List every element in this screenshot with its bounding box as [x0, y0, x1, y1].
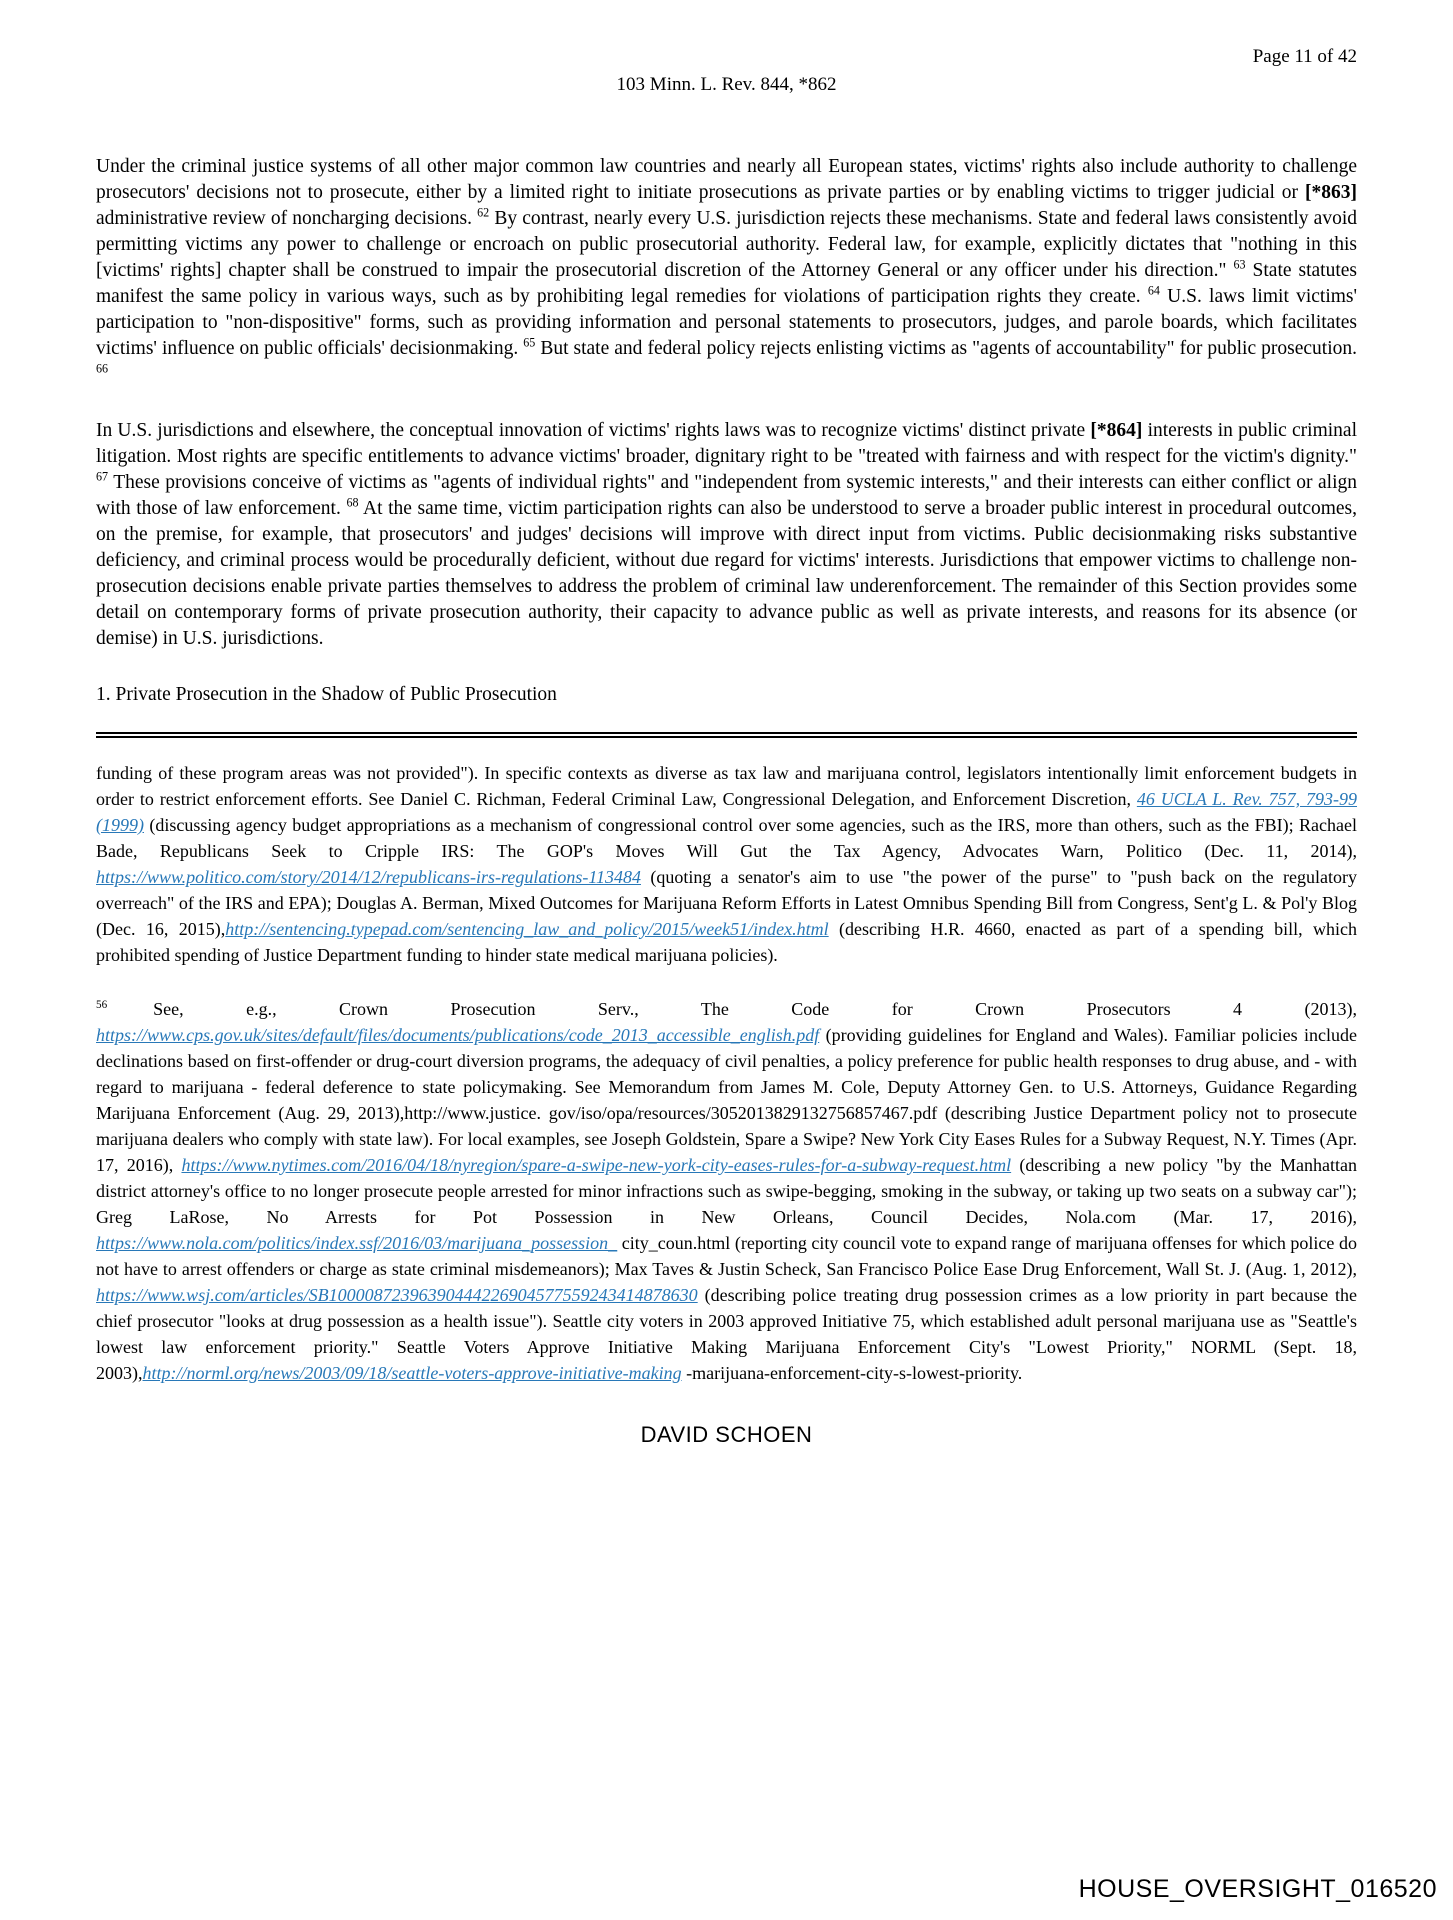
citation-link[interactable]: https://www.politico.com/story/2014/12/republicans-irs-regulations-113484 — [96, 867, 641, 887]
citation-link[interactable]: https://www.cps.gov.uk/sites/default/files/documents/publications/code_2013_accessible_english.pdf — [96, 1025, 820, 1045]
producing-party-name: DAVID SCHOEN — [640, 1422, 813, 1447]
text-run: (describing police treating drug possession crimes as a low priority in part because the chief prosecutor "looks at drug possession as a health issue"). Seattle city voters in 2003 approved Initiative 75, which established adult personal marijuana use as "Seattle's lowest law enforcement priority." Seattle Voters Approve Initiative Making Marijuana Enforcement City's "Lowest Priority," NORML (Sept. 18, 2003), — [96, 1285, 1357, 1383]
text-run: administrative review of noncharging decisions. — [96, 208, 478, 229]
body-paragraph-2 — [96, 418, 1357, 652]
text-run: Under the criminal justice systems of all other major common law countries and nearly all European states, victims' rights also include authority to challenge prosecutors' decisions not to prosecute, either by a limited right to initiate prosecutions as private parties or by enabling victims to trigger judicial or — [96, 156, 1357, 203]
footnote-56 — [96, 996, 1357, 1386]
body-paragraph-1 — [96, 154, 1357, 388]
citation-link[interactable]: http://sentencing.typepad.com/sentencing_law_and_policy/2015/week51/index.html — [225, 919, 829, 939]
citation-link[interactable]: https://www.nola.com/politics/index.ssf/2016/03/marijuana_possession_ — [96, 1233, 618, 1253]
citation-header: 103 Minn. L. Rev. 844, *862 — [616, 74, 837, 95]
section-heading: 1. Private Prosecution in the Shadow of Public Prosecution — [96, 684, 557, 705]
footnote-reference: 63 — [1233, 257, 1246, 272]
footnote-reference: 62 — [477, 205, 490, 220]
citation-link[interactable]: 46 UCLA L. Rev. 757, 793-99 (1999) — [96, 789, 1358, 835]
text-run: (quoting a senator's aim to use "the power of the purse" to "push back on the regulatory overreach" of the IRS and EPA); Douglas A. Berman, Mixed Outcomes for Marijuana Reform Efforts in Latest Omnibus Spending Bill from Congress, Sent'g L. & Pol'y Blog (Dec. 16, 2015), — [96, 867, 1357, 939]
text-run: (discussing agency budget appropriations as a mechanism of congressional control over some agencies, such as the IRS, more than others, such as the FBI); Rachael Bade, Republicans Seek to Cripple IRS: The GOP's Moves Will Gut the Tax Agency, Advocates Warn, Politico (Dec. 11, 2014), — [96, 815, 1357, 861]
footnote-number: 56 — [96, 999, 108, 1011]
text-run: (describing a new policy "by the Manhattan district attorney's office to no longer prosecute people arrested for minor infractions such as swipe-begging, smoking in the subway, or taking up two seats on a subway car"); Greg LaRose, No Arrests for Pot Possession in New Orleans, Council Decides, Nola.com (Mar. 17, 2016), — [96, 1155, 1357, 1227]
footnote-continuation — [96, 760, 1357, 968]
text-run: -marijuana-enforcement-city-s-lowest-priority. — [681, 1363, 1023, 1383]
footnote-reference: 67 — [96, 469, 109, 484]
footnote-reference: 66 — [96, 361, 109, 376]
text-run: These provisions conceive of victims as "agents of individual rights" and "independent from systemic interests," and their interests can either conflict or align with those of law enforcement. — [96, 472, 1357, 519]
citation-link[interactable]: https://www.nytimes.com/2016/04/18/nyregion/spare-a-swipe-new-york-city-eases-rules-for-a-subway-request.html — [181, 1155, 1012, 1175]
page-star-marker: [*863] — [1305, 182, 1357, 203]
footnote-reference: 65 — [523, 335, 536, 350]
text-run: See, e.g., Crown Prosecution Serv., The Code for Crown Prosecutors 4 (2013), — [153, 999, 1357, 1019]
text-run: In U.S. jurisdictions and elsewhere, the conceptual innovation of victims' rights laws was to recognize victims' distinct private — [96, 420, 1091, 441]
text-run: At the same time, victim participation rights can also be understood to serve a broader public interest in procedural outcomes, on the premise, for example, that prosecutors' and judges' decisions will improve with direct input from victims. Public decisionmaking risks substantive deficiency, and criminal process would be procedurally deficient, without due regard for victims' interests. Jurisdictions that empower victims to challenge non-prosecution decisions enable private parties themselves to address the problem of criminal law underenforcement. The remainder of this Section provides some detail on contemporary forms of private prosecution authority, their capacity to advance public as well as private interests, and reasons for its absence (or demise) in U.S. jurisdictions. — [96, 498, 1358, 649]
text-run: By contrast, nearly every U.S. jurisdiction rejects these mechanisms. State and federal laws consistently avoid permitting victims any power to challenge or encroach on public prosecutorial authority. Federal law, for example, explicitly dictates that "nothing in this [victims' rights] chapter shall be construed to impair the prosecutorial discretion of the Attorney General or any officer under his direction." — [96, 208, 1357, 281]
page-number: Page 11 of 42 — [1252, 46, 1357, 67]
footnote-reference: 68 — [346, 495, 359, 510]
text-run: interests in public criminal litigation. Most rights are specific entitlements to advance victims' broader, dignitary right to be "treated with fairness and with respect for the victim's dignity." — [96, 420, 1357, 467]
citation-link[interactable]: http://norml.org/news/2003/09/18/seattle-voters-approve-initiative-making — [142, 1363, 682, 1383]
bates-number: HOUSE_OVERSIGHT_016520 — [1078, 1875, 1437, 1903]
citation-link[interactable]: https://www.wsj.com/articles/SB10000872396390444226904577559243414878630 — [96, 1285, 698, 1305]
text-run: (providing guidelines for England and Wales). Familiar policies include declinations based on first-offender or drug-court diversion programs, the adequacy of civil penalties, a policy preference for public health responses to drug abuse, and - with regard to marijuana - federal deference to state policymaking. See Memorandum from James M. Cole, Deputy Attorney Gen. to U.S. Attorneys, Guidance Regarding Marijuana Enforcement (Aug. 29, 2013),http://www.justice. gov/iso/opa/resources/3052013829132756857467.pdf (describing Justice Department policy not to prosecute marijuana dealers who comply with state law). For local examples, see Joseph Goldstein, Spare a Swipe? New York City Eases Rules for a Subway Request, N.Y. Times (Apr. 17, 2016), — [96, 1025, 1357, 1175]
text-run: State statutes manifest the same policy in various ways, such as by prohibiting legal remedies for violations of participation rights they create. — [96, 260, 1358, 307]
footnote-reference: 64 — [1147, 283, 1160, 298]
text-run: funding of these program areas was not provided"). In specific contexts as diverse as tax law and marijuana control, legislators intentionally limit enforcement budgets in order to restrict enforcement efforts. See Daniel C. Richman, Federal Criminal Law, Congressional Delegation, and Enforcement Discretion, — [96, 763, 1357, 809]
text-run: But state and federal policy rejects enlisting victims as "agents of accountability" for public prosecution. — [535, 338, 1357, 359]
page-star-marker: [*864] — [1090, 420, 1143, 441]
text-run: U.S. laws limit victims' participation to "non-dispositive" forms, such as providing information and personal statements to prosecutors, judges, and parole boards, which facilitates victims' influence on public officials' decisionmaking. — [96, 286, 1357, 359]
text-run: (describing H.R. 4660, enacted as part of a spending bill, which prohibited spending of Justice Department funding to hinder state medical marijuana policies). — [96, 919, 1357, 965]
footnote-separator-rule — [96, 732, 1357, 738]
text-run: city_coun.html (reporting city council vote to expand range of marijuana offenses for which police do not have to arrest offenders or charge as state criminal misdemeanors); Max Taves & Justin Scheck, San Francisco Police Ease Drug Enforcement, Wall St. J. (Aug. 1, 2012), — [96, 1233, 1357, 1279]
